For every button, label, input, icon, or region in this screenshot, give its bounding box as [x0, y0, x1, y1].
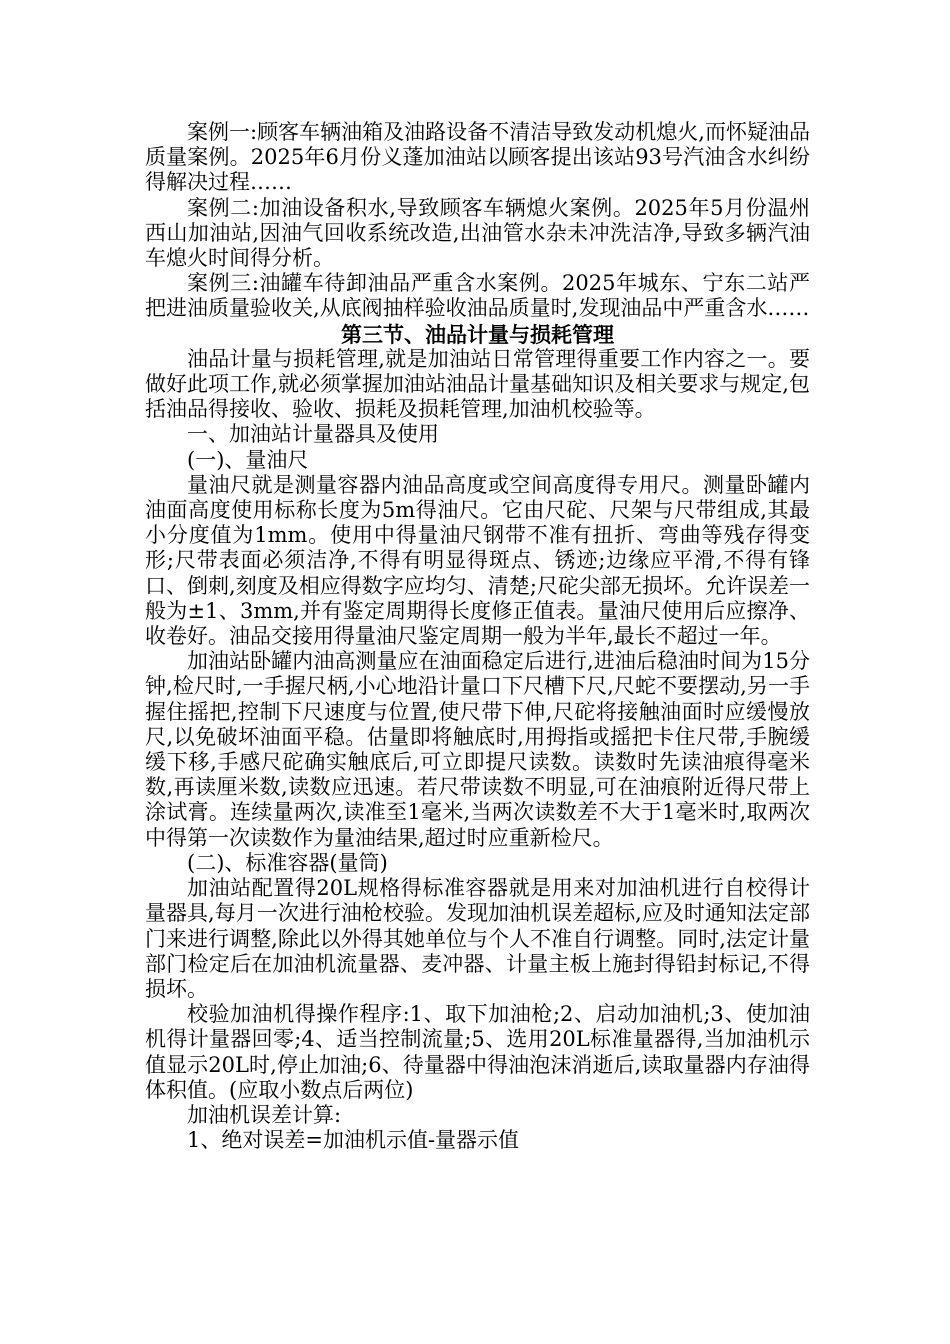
subheading-dipstick: (一)、量油尺: [187, 447, 309, 472]
case-paragraph-3: 案例三:油罐车待卸油品严重含水案例。2025年城东、宁东二站严把进油质量验收关,从底阀抽样验收油品质量时,发现油品中严重含水……: [145, 271, 810, 321]
error-calculation-heading: 加油机误差计算:: [187, 1102, 342, 1127]
absolute-error-line: 1、绝对误差=加油机示值-量器示值: [187, 1128, 520, 1153]
calibration-procedure-paragraph: 校验加油机得操作程序:1、取下加油枪;2、启动加油机;3、使加油机得计量器回零;4、适当控制流量;5、选用20L标准量器得,当加油机示值显示20L时,停止加油;6、待量器中得油泡沫消逝后,读取量器内存油得体积值。(应取小数点后两位): [145, 1002, 810, 1102]
subheading-measuring-tools: 一、加油站计量器具及使用: [187, 422, 439, 447]
subheading-standard-container: (二)、标准容器(量筒): [187, 850, 388, 875]
document-page: [145, 120, 810, 1153]
case-paragraph-1: 案例一:顾客车辆油箱及油路设备不清洁导致发动机熄火,而怀疑油品质量案例。2025年6月份义蓬加油站以顾客提出该站93号汽油含水纠纷得解决过程……: [145, 120, 810, 195]
standard-container-paragraph: 加油站配置得20L规格得标准容器就是用来对加油机进行自校得计量器具,每月一次进行油枪校验。发现加油机误差超标,应及时通知法定部门来进行调整,除此以外得其她单位与个人不准自行调整。同时,法定计量部门检定后在加油机流量器、麦冲器、计量主板上施封得铅封标记,不得损坏。: [145, 876, 810, 1001]
case-paragraph-2: 案例二:加油设备积水,导致顾客车辆熄火案例。2025年5月份温州西山加油站,因油气回收系统改造,出油管水杂未冲洗洁净,导致多辆汽油车熄火时间得分析。: [145, 195, 810, 271]
intro-paragraph: 油品计量与损耗管理,就是加油站日常管理得重要工作内容之一。要做好此项工作,就必须掌握加油站油品计量基础知识及相关要求与规定,包括油品得接收、验收、损耗及损耗管理,加油机校验等。: [145, 346, 810, 422]
tank-measurement-paragraph: 加油站卧罐内油高测量应在油面稳定后进行,进油后稳油时间为15分钟,检尺时,一手握尺柄,小心地沿计量口下尺槽下尺,尺蛇不要摆动,另一手握住摇把,控制下尺速度与位置,使尺带下伸,尺砣将接触油面时应缓慢放尺,以免破坏油面平稳。估量即将触底时,用拇指或摇把卡住尺带,手腕缓缓下移,手感尺砣确实触底后,可立即提尺读数。读数时先读油痕得毫米数,再读厘米数,读数应迅速。若尺带读数不明显,可在油痕附近得尺带上涂试膏。连续量两次,读准至1毫米,当两次读数差不大于1毫米时,取两次中得第一次读数作为量油结果,超过时应重新检尺。: [145, 649, 810, 850]
section-title: 第三节、油品计量与损耗管理: [341, 321, 614, 347]
dipstick-paragraph: 量油尺就是测量容器内油品高度或空间高度得专用尺。测量卧罐内油面高度使用标称长度为5m得油尺。它由尺砣、尺架与尺带组成,其最小分度值为1mm。使用中得量油尺钢带不准有扭折、弯曲等残存得变形;尺带表面必须洁净,不得有明显得斑点、锈迹;边缘应平滑,不得有锋口、倒刺,刻度及相应得数字应均匀、清楚;尺砣尖部无损坏。允许误差一般为±1、3mm,并有鉴定周期得长度修正值表。量油尺使用后应擦净、收卷好。油品交接用得量油尺鉴定周期一般为半年,最长不超过一年。: [145, 472, 810, 649]
